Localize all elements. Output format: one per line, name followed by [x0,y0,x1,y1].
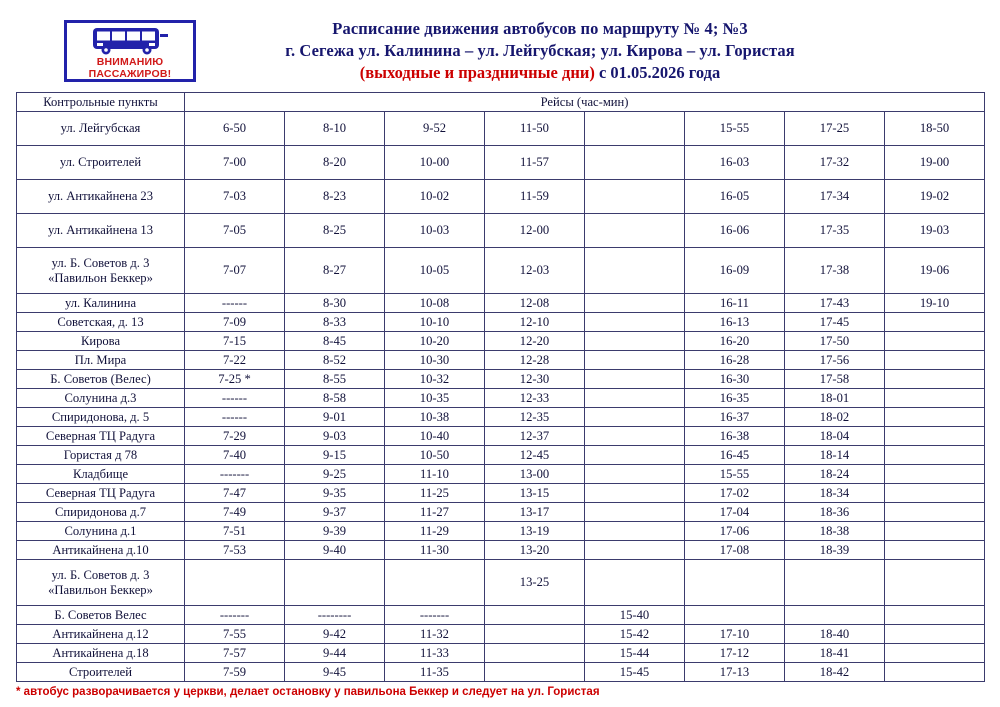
trip-time-cell [785,606,885,625]
trip-time-cell: 10-00 [385,146,485,180]
trip-time-cell [485,644,585,663]
trip-time-cell: 8-23 [285,180,385,214]
trip-time-cell: 18-02 [785,408,885,427]
trip-time-cell: 11-29 [385,522,485,541]
trip-time-cell: 9-37 [285,503,385,522]
control-point-cell: Спиридонова д.7 [17,503,185,522]
trip-time-cell: 17-35 [785,214,885,248]
trip-time-cell: 17-34 [785,180,885,214]
trip-time-cell: 9-01 [285,408,385,427]
trip-time-cell: 15-55 [685,112,785,146]
table-header-row [17,93,985,112]
table-row [17,484,985,503]
trip-time-cell: 17-13 [685,663,785,682]
trip-time-cell: -------- [285,606,385,625]
trip-time-cell: 11-59 [485,180,585,214]
table-row [17,541,985,560]
trip-time-cell: 8-25 [285,214,385,248]
trip-time-cell [585,503,685,522]
table-row [17,503,985,522]
control-point-cell: Северная ТЦ Радуга [17,427,185,446]
trip-time-cell: 8-10 [285,112,385,146]
trip-time-cell: 9-45 [285,663,385,682]
trip-time-cell [885,446,985,465]
control-point-cell: Б. Советов (Велес) [17,370,185,389]
trip-time-cell: 17-04 [685,503,785,522]
trip-time-cell: 9-40 [285,541,385,560]
trip-time-cell: 9-03 [285,427,385,446]
trip-time-cell [885,541,985,560]
trip-time-cell: 16-28 [685,351,785,370]
trip-time-cell [885,351,985,370]
trip-time-cell [885,503,985,522]
trip-time-cell: 12-37 [485,427,585,446]
trip-time-cell: 10-08 [385,294,485,313]
control-point-cell: Гористая д 78 [17,446,185,465]
table-row [17,180,985,214]
trip-time-cell [585,408,685,427]
trip-time-cell: 15-55 [685,465,785,484]
schedule-table-body [17,112,985,682]
trip-time-cell: 18-39 [785,541,885,560]
trip-time-cell: 9-42 [285,625,385,644]
trip-time-cell: 7-55 [185,625,285,644]
trip-time-cell: 11-32 [385,625,485,644]
trip-time-cell: 13-15 [485,484,585,503]
trip-time-cell: 18-36 [785,503,885,522]
table-row [17,606,985,625]
table-row [17,644,985,663]
title-valid-from: с 01.05.2026 года [594,63,721,82]
trip-time-cell: 13-19 [485,522,585,541]
trip-time-cell [585,351,685,370]
trip-time-cell: 10-10 [385,313,485,332]
trip-time-cell: 10-38 [385,408,485,427]
trip-time-cell: 18-40 [785,625,885,644]
trip-time-cell: 17-10 [685,625,785,644]
trip-time-cell: 11-57 [485,146,585,180]
table-row [17,408,985,427]
trip-time-cell: 8-27 [285,248,385,294]
trip-time-cell [185,560,285,606]
trip-time-cell: 17-25 [785,112,885,146]
table-row [17,370,985,389]
control-point-cell: Антикайнена д.10 [17,541,185,560]
trip-time-cell: 18-14 [785,446,885,465]
trip-time-cell: ------- [185,606,285,625]
table-row [17,446,985,465]
trip-time-cell: 9-35 [285,484,385,503]
trip-time-cell: 17-02 [685,484,785,503]
trip-time-cell [385,560,485,606]
trip-time-cell: 16-45 [685,446,785,465]
trip-time-cell: 19-06 [885,248,985,294]
trip-time-cell [585,180,685,214]
attention-line-1: ВНИМАНИЮ [96,56,164,68]
trip-time-cell [585,313,685,332]
trip-time-cell: 10-03 [385,214,485,248]
trip-time-cell: 17-58 [785,370,885,389]
schedule-table [16,92,985,682]
table-row [17,214,985,248]
trip-time-cell: 12-33 [485,389,585,408]
trip-time-cell: 17-50 [785,332,885,351]
trip-time-cell [585,146,685,180]
control-point-cell: Строителей [17,663,185,682]
trip-time-cell: 16-35 [685,389,785,408]
trip-time-cell: 7-59 [185,663,285,682]
trip-time-cell [885,606,985,625]
trip-time-cell [585,389,685,408]
trip-time-cell: 12-35 [485,408,585,427]
trip-time-cell [885,370,985,389]
control-point-cell: ул. Калинина [17,294,185,313]
trip-time-cell: 16-09 [685,248,785,294]
trip-time-cell: 12-30 [485,370,585,389]
trip-time-cell [585,484,685,503]
trip-time-cell: 12-28 [485,351,585,370]
trip-time-cell [585,248,685,294]
control-point-cell: ул. Строителей [17,146,185,180]
trip-time-cell: 10-35 [385,389,485,408]
trip-time-cell: 11-50 [485,112,585,146]
trip-time-cell: 13-17 [485,503,585,522]
trip-time-cell: 16-20 [685,332,785,351]
trip-time-cell: 17-08 [685,541,785,560]
trip-time-cell: 17-12 [685,644,785,663]
trip-time-cell [885,427,985,446]
trip-time-cell: 7-53 [185,541,285,560]
trip-time-cell: 7-47 [185,484,285,503]
trip-time-cell: 18-50 [885,112,985,146]
trip-time-cell: 19-00 [885,146,985,180]
trip-time-cell: 13-25 [485,560,585,606]
control-point-cell: Солунина д.3 [17,389,185,408]
trip-time-cell: 18-04 [785,427,885,446]
trip-time-cell [885,389,985,408]
trip-time-cell: 8-58 [285,389,385,408]
trip-time-cell: 8-30 [285,294,385,313]
trip-time-cell: 15-40 [585,606,685,625]
trip-time-cell [585,214,685,248]
table-row [17,294,985,313]
trip-time-cell: 17-06 [685,522,785,541]
trip-time-cell: 10-02 [385,180,485,214]
trip-time-cell: 12-03 [485,248,585,294]
trip-time-cell: 12-10 [485,313,585,332]
trip-time-cell: 10-20 [385,332,485,351]
trip-time-cell [885,465,985,484]
control-point-cell: ул. Антикайнена 13 [17,214,185,248]
table-row [17,351,985,370]
table-row [17,332,985,351]
trip-time-cell: 18-34 [785,484,885,503]
trip-time-cell [685,606,785,625]
trip-time-cell: 6-50 [185,112,285,146]
trip-time-cell: 9-52 [385,112,485,146]
trip-time-cell: 7-00 [185,146,285,180]
footnote: * автобус разворачивается у церкви, делает остановку у павильона Беккер и следует на ул. Гористая [16,686,600,698]
trip-time-cell [585,294,685,313]
trip-time-cell: ------ [185,408,285,427]
trip-time-cell [585,427,685,446]
trip-time-cell: 16-13 [685,313,785,332]
table-row [17,313,985,332]
trip-time-cell: 7-25 * [185,370,285,389]
trip-time-cell: 8-20 [285,146,385,180]
trip-time-cell: 17-38 [785,248,885,294]
trip-time-cell: 19-02 [885,180,985,214]
trip-time-cell: 11-25 [385,484,485,503]
trip-time-cell: 16-30 [685,370,785,389]
trip-time-cell: 12-00 [485,214,585,248]
bus-icon [87,26,173,56]
trip-time-cell: 8-52 [285,351,385,370]
trip-time-cell: 7-09 [185,313,285,332]
control-point-cell: Антикайнена д.18 [17,644,185,663]
table-row [17,522,985,541]
trip-time-cell: 18-38 [785,522,885,541]
trip-time-cell: 10-40 [385,427,485,446]
trip-time-cell: 16-37 [685,408,785,427]
trip-time-cell: 10-50 [385,446,485,465]
title-line-2: г. Сегежа ул. Калинина – ул. Лейгубская; ул. Кирова – ул. Гористая [285,41,795,60]
title-line-3 [96,62,984,84]
attention-line-2: ПАССАЖИРОВ! [88,67,172,80]
trip-time-cell: 10-30 [385,351,485,370]
trip-time-cell: 11-27 [385,503,485,522]
table-row [17,465,985,484]
trip-time-cell [285,560,385,606]
trip-time-cell: 19-03 [885,214,985,248]
trip-time-cell [485,625,585,644]
trip-time-cell: 13-20 [485,541,585,560]
control-point-cell: Пл. Мира [17,351,185,370]
trip-time-cell: 9-44 [285,644,385,663]
control-point-cell: ул. Б. Советов д. 3 «Павильон Беккер» [17,248,185,294]
trip-time-cell: 19-10 [885,294,985,313]
table-row [17,248,985,294]
trip-time-cell: 16-38 [685,427,785,446]
trip-time-cell [585,332,685,351]
trip-time-cell: 16-06 [685,214,785,248]
trip-time-cell: 15-45 [585,663,685,682]
trip-time-cell [585,560,685,606]
trip-time-cell [885,313,985,332]
trip-time-cell: 7-07 [185,248,285,294]
trip-time-cell: 12-08 [485,294,585,313]
trip-time-cell: 11-10 [385,465,485,484]
trip-time-cell: 11-30 [385,541,485,560]
trip-time-cell: ------- [385,606,485,625]
control-point-cell: Б. Советов Велес [17,606,185,625]
document-header [16,12,984,90]
table-row [17,560,985,606]
trip-time-cell [585,465,685,484]
trip-time-cell [885,408,985,427]
trip-time-cell [585,446,685,465]
trip-time-cell [585,522,685,541]
trip-time-cell: 7-49 [185,503,285,522]
control-point-cell: Солунина д.1 [17,522,185,541]
column-header-control-points: Контрольные пункты [17,93,185,112]
trip-time-cell: 16-11 [685,294,785,313]
trip-time-cell [885,560,985,606]
trip-time-cell [885,332,985,351]
trip-time-cell: 8-45 [285,332,385,351]
trip-time-cell: 9-39 [285,522,385,541]
trip-time-cell: 8-55 [285,370,385,389]
trip-time-cell: 10-05 [385,248,485,294]
table-row [17,663,985,682]
trip-time-cell: 16-03 [685,146,785,180]
control-point-cell: ул. Лейгубская [17,112,185,146]
trip-time-cell [885,484,985,503]
trip-time-cell: 11-35 [385,663,485,682]
trip-time-cell: 9-25 [285,465,385,484]
trip-time-cell: ------- [185,465,285,484]
trip-time-cell: 17-45 [785,313,885,332]
trip-time-cell: ------ [185,294,285,313]
trip-time-cell [685,560,785,606]
trip-time-cell [885,644,985,663]
trip-time-cell: 15-42 [585,625,685,644]
control-point-cell: ул. Антикайнена 23 [17,180,185,214]
trip-time-cell: 7-57 [185,644,285,663]
trip-time-cell [785,560,885,606]
control-point-cell: Антикайнена д.12 [17,625,185,644]
trip-time-cell [585,370,685,389]
trip-time-cell: 17-32 [785,146,885,180]
trip-time-cell: 7-22 [185,351,285,370]
trip-time-cell: 15-44 [585,644,685,663]
trip-time-cell: 17-43 [785,294,885,313]
trip-time-cell: 7-05 [185,214,285,248]
trip-time-cell [585,112,685,146]
trip-time-cell [885,663,985,682]
table-row [17,146,985,180]
trip-time-cell [885,522,985,541]
trip-time-cell: 16-05 [685,180,785,214]
trip-time-cell: 12-45 [485,446,585,465]
trip-time-cell: ------ [185,389,285,408]
trip-time-cell: 17-56 [785,351,885,370]
trip-time-cell: 13-00 [485,465,585,484]
trip-time-cell: 7-51 [185,522,285,541]
attention-notice [64,20,196,82]
control-point-cell: Советская, д. 13 [17,313,185,332]
table-row [17,112,985,146]
trip-time-cell: 7-29 [185,427,285,446]
trip-time-cell [485,606,585,625]
trip-time-cell: 11-33 [385,644,485,663]
trip-time-cell: 10-32 [385,370,485,389]
table-row [17,625,985,644]
trip-time-cell: 8-33 [285,313,385,332]
control-point-cell: Кирова [17,332,185,351]
trip-time-cell [885,625,985,644]
control-point-cell: ул. Б. Советов д. 3 «Павильон Беккер» [17,560,185,606]
trip-time-cell [585,541,685,560]
title-holidays-note: (выходные и праздничные дни) [359,63,595,82]
control-point-cell: Северная ТЦ Радуга [17,484,185,503]
table-row [17,427,985,446]
trip-time-cell: 7-15 [185,332,285,351]
title-line-1: Расписание движения автобусов по маршруту № 4; №3 [332,19,748,38]
trip-time-cell: 12-20 [485,332,585,351]
trip-time-cell: 18-24 [785,465,885,484]
trip-time-cell: 18-42 [785,663,885,682]
trip-time-cell: 18-01 [785,389,885,408]
trip-time-cell [485,663,585,682]
column-header-trips: Рейсы (час-мин) [185,93,985,112]
trip-time-cell: 18-41 [785,644,885,663]
control-point-cell: Кладбище [17,465,185,484]
table-row [17,389,985,408]
control-point-cell: Спиридонова, д. 5 [17,408,185,427]
trip-time-cell: 9-15 [285,446,385,465]
trip-time-cell: 7-40 [185,446,285,465]
trip-time-cell: 7-03 [185,180,285,214]
